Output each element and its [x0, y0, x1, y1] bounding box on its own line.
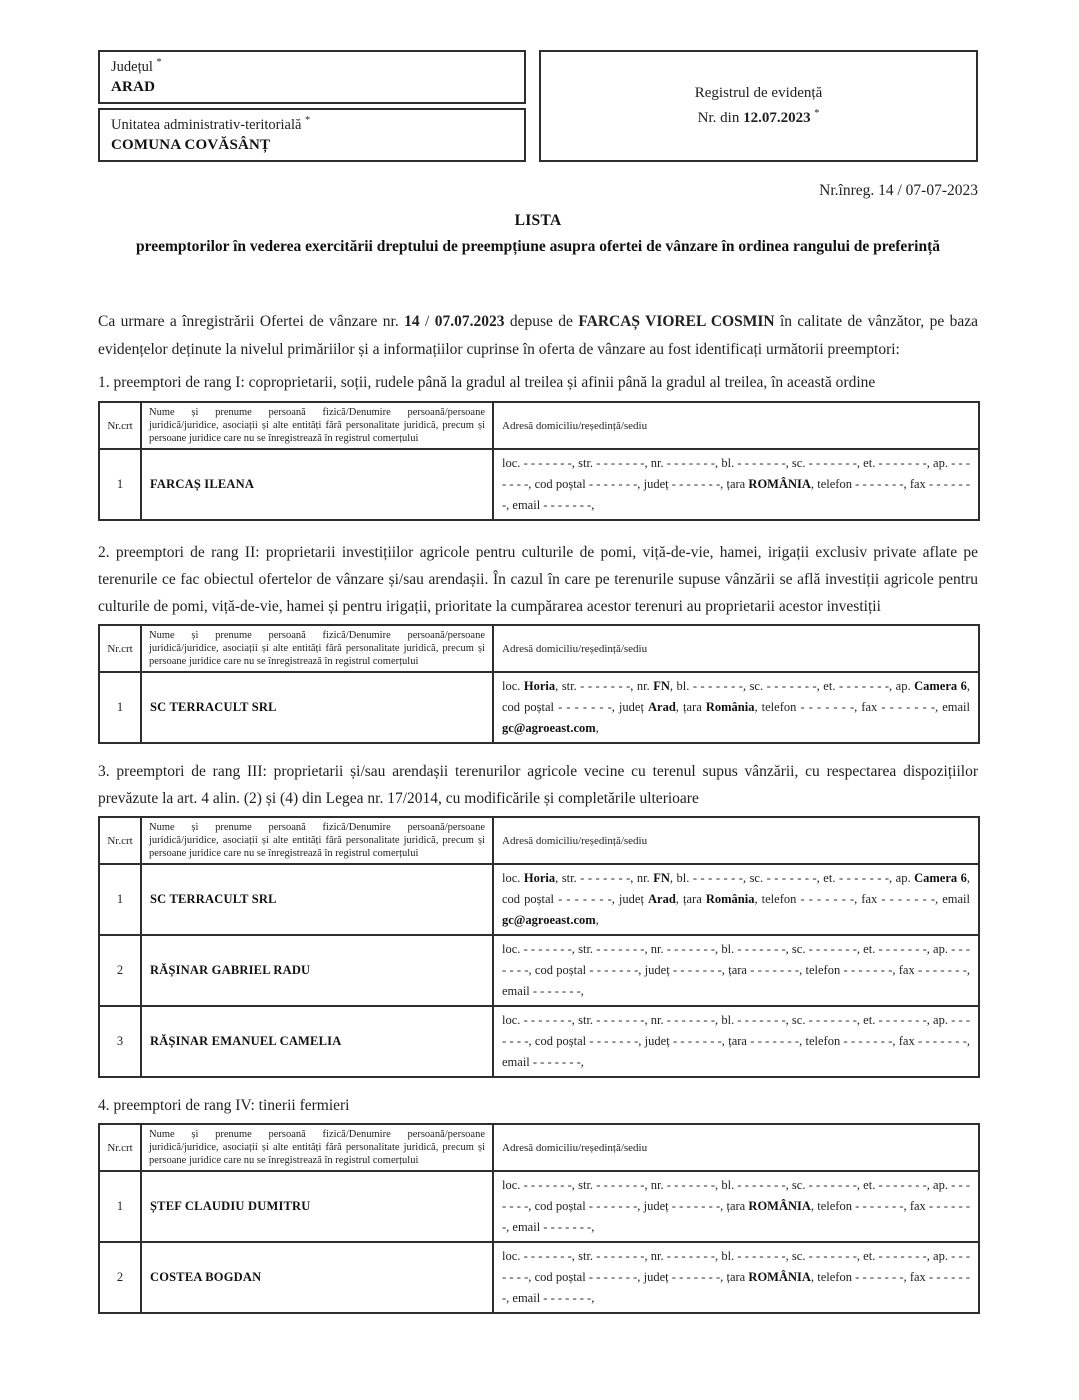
col-name-header: Nume și prenume persoană fizică/Denumire persoană/persoane juridică/juridice, asociații și alte entități fără personalitate juridică, precum și persoane juridice care nu se înregistrează în registrul comerțului: [141, 625, 493, 672]
col-nr-header: Nr.crt: [99, 817, 141, 864]
person-address: loc. - - - - - - -, str. - - - - - - -, nr. - - - - - - -, bl. - - - - - - -, sc. - - - - - - -, et. - - - - - - -, ap. - - - - - - -, cod poștal - - - - - - -, județ - - - - - - -, țara ROMÂNIA, telefon - - - - - - -, fax - - - - - - -, email - - - - - - -,: [493, 1242, 979, 1313]
registru-title: Registrul de evidență: [694, 85, 823, 101]
person-name: ȘTEF CLAUDIU DUMITRU: [141, 1171, 493, 1242]
table-rang-2: [98, 624, 980, 744]
person-name: RĂȘINAR GABRIEL RADU: [141, 935, 493, 1006]
judet-value: ARAD: [111, 79, 156, 95]
col-name-header: Nume și prenume persoană fizică/Denumire persoană/persoane juridică/juridice, asociații și alte entități fără personalitate juridică, precum și persoane juridice care nu se înregistrează în registrul comerțului: [141, 402, 493, 449]
registru-cell: [539, 50, 978, 162]
col-address-header: Adresă domiciliu/reședință/sediu: [493, 1124, 979, 1171]
reg-number-line: Nr.înreg. 14 / 07-07-2023: [819, 182, 978, 199]
table-row: [99, 1171, 979, 1242]
table-rang-4: [98, 1123, 980, 1314]
section-4-heading: 4. preemptori de rang IV: tinerii fermieri: [98, 1097, 350, 1114]
row-number: 2: [99, 1242, 141, 1313]
row-number: 1: [99, 672, 141, 743]
section-2-heading: 2. preemptori de rang II: proprietarii investițiilor agricole pentru culturile de pomi, viță-de-vie, hamei, irigații exclusiv private aflate pe terenurile ce fac obiectul ofertelor de vânzare și/sau arendașii. În cazul în care pe terenurile supuse vânzării se află investiții agricole pentru culturile de pomi, viță-de-vie, hamei și pentru irigații, prioritate la cumpărarea acestor terenuri au proprietarii acestor investiții: [98, 544, 978, 615]
table-header-row: [99, 1124, 979, 1171]
table-row: [99, 449, 979, 520]
uat-cell: [98, 108, 526, 162]
col-address-header: Adresă domiciliu/reședință/sediu: [493, 625, 979, 672]
list-title: LISTA: [514, 212, 562, 229]
table-row: [99, 1006, 979, 1077]
col-address-header: Adresă domiciliu/reședință/sediu: [493, 817, 979, 864]
row-number: 1: [99, 864, 141, 935]
table-header-row: [99, 817, 979, 864]
header-box: [98, 50, 978, 162]
section-3-heading: 3. preemptori de rang III: proprietarii și/sau arendașii terenurilor agricole vecine cu terenul supus vânzării, cu respectarea dispozițiilor prevăzute la art. 4 alin. (2) și (4) din Legea nr. 17/2014, cu modificările și completările ulterioare: [98, 763, 978, 807]
person-address: loc. - - - - - - -, str. - - - - - - -, nr. - - - - - - -, bl. - - - - - - -, sc. - - - - - - -, et. - - - - - - -, ap. - - - - - - -, cod poștal - - - - - - -, județ - - - - - - -, țara - - - - - - -, telefon - - - - - - -, fax - - - - - - -, email - - - - - - -,: [493, 1006, 979, 1077]
col-name-header: Nume și prenume persoană fizică/Denumire persoană/persoane juridică/juridice, asociații și alte entități fără personalitate juridică, precum și persoane juridice care nu se înregistrează în registrul comerțului: [141, 817, 493, 864]
table-header-row: [99, 625, 979, 672]
person-name: RĂȘINAR EMANUEL CAMELIA: [141, 1006, 493, 1077]
table-row: [99, 672, 979, 743]
row-number: 2: [99, 935, 141, 1006]
person-address: loc. - - - - - - -, str. - - - - - - -, nr. - - - - - - -, bl. - - - - - - -, sc. - - - - - - -, et. - - - - - - -, ap. - - - - - - -, cod poștal - - - - - - -, județ - - - - - - -, țara ROMÂNIA, telefon - - - - - - -, fax - - - - - - -, email - - - - - - -,: [493, 449, 979, 520]
section-1-heading: 1. preemptori de rang I: coproprietarii, soții, rudele până la gradul al treilea și afinii până la gradul al treilea, în această ordine: [98, 374, 876, 391]
person-address: loc. - - - - - - -, str. - - - - - - -, nr. - - - - - - -, bl. - - - - - - -, sc. - - - - - - -, et. - - - - - - -, ap. - - - - - - -, cod poștal - - - - - - -, județ - - - - - - -, țara ROMÂNIA, telefon - - - - - - -, fax - - - - - - -, email - - - - - - -,: [493, 1171, 979, 1242]
table-header-row: [99, 402, 979, 449]
row-number: 1: [99, 1171, 141, 1242]
col-name-header: Nume și prenume persoană fizică/Denumire persoană/persoane juridică/juridice, asociații și alte entități fără personalitate juridică, precum și persoane juridice care nu se înregistrează în registrul comerțului: [141, 1124, 493, 1171]
table-rang-3: [98, 816, 980, 1078]
header-left-column: [98, 50, 526, 162]
table-row: [99, 864, 979, 935]
col-nr-header: Nr.crt: [99, 625, 141, 672]
col-nr-header: Nr.crt: [99, 402, 141, 449]
uat-label: Unitatea administrativ-teritorială *: [111, 115, 311, 133]
registru-number: Nr. din 12.07.2023 *: [697, 108, 820, 126]
intro-paragraph: Ca urmare a înregistrării Ofertei de vânzare nr. 14 / 07.07.2023 depuse de FARCAȘ VIOREL COSMIN în calitate de vânzător, pe baza evidențelor deținute la nivelul primăriilor și a informațiilor cuprinse în oferta de vânzare au fost identificați următorii preemptori:: [98, 313, 978, 358]
row-number: 3: [99, 1006, 141, 1077]
person-address: loc. Horia, str. - - - - - - -, nr. FN, bl. - - - - - - -, sc. - - - - - - -, et. - - - - - - -, ap. Camera 6, cod poștal - - - - - - -, județ Arad, țara România, telefon - - - - - - -, fax - - - - - - -, email gc@agroeast.com,: [493, 672, 979, 743]
person-name: SC TERRACULT SRL: [141, 864, 493, 935]
col-nr-header: Nr.crt: [99, 1124, 141, 1171]
person-address: loc. Horia, str. - - - - - - -, nr. FN, bl. - - - - - - -, sc. - - - - - - -, et. - - - - - - -, ap. Camera 6, cod poștal - - - - - - -, județ Arad, țara România, telefon - - - - - - -, fax - - - - - - -, email gc@agroeast.com,: [493, 864, 979, 935]
judet-cell: [98, 50, 526, 104]
person-name: FARCAȘ ILEANA: [141, 449, 493, 520]
row-number: 1: [99, 449, 141, 520]
document-page: [98, 50, 978, 1314]
table-row: [99, 935, 979, 1006]
person-name: COSTEA BOGDAN: [141, 1242, 493, 1313]
table-row: [99, 1242, 979, 1313]
table-rang-1: [98, 401, 980, 521]
col-address-header: Adresă domiciliu/reședință/sediu: [493, 402, 979, 449]
judet-label: Județul *: [111, 57, 162, 75]
person-name: SC TERRACULT SRL: [141, 672, 493, 743]
list-subtitle: preemptorilor în vederea exercitării dreptului de preempțiune asupra ofertei de vânzare în ordinea rangului de preferință: [135, 238, 941, 255]
person-address: loc. - - - - - - -, str. - - - - - - -, nr. - - - - - - -, bl. - - - - - - -, sc. - - - - - - -, et. - - - - - - -, ap. - - - - - - -, cod poștal - - - - - - -, județ - - - - - - -, țara - - - - - - -, telefon - - - - - - -, fax - - - - - - -, email - - - - - - -,: [493, 935, 979, 1006]
uat-value: COMUNA COVĂSÂNȚ: [111, 137, 271, 153]
